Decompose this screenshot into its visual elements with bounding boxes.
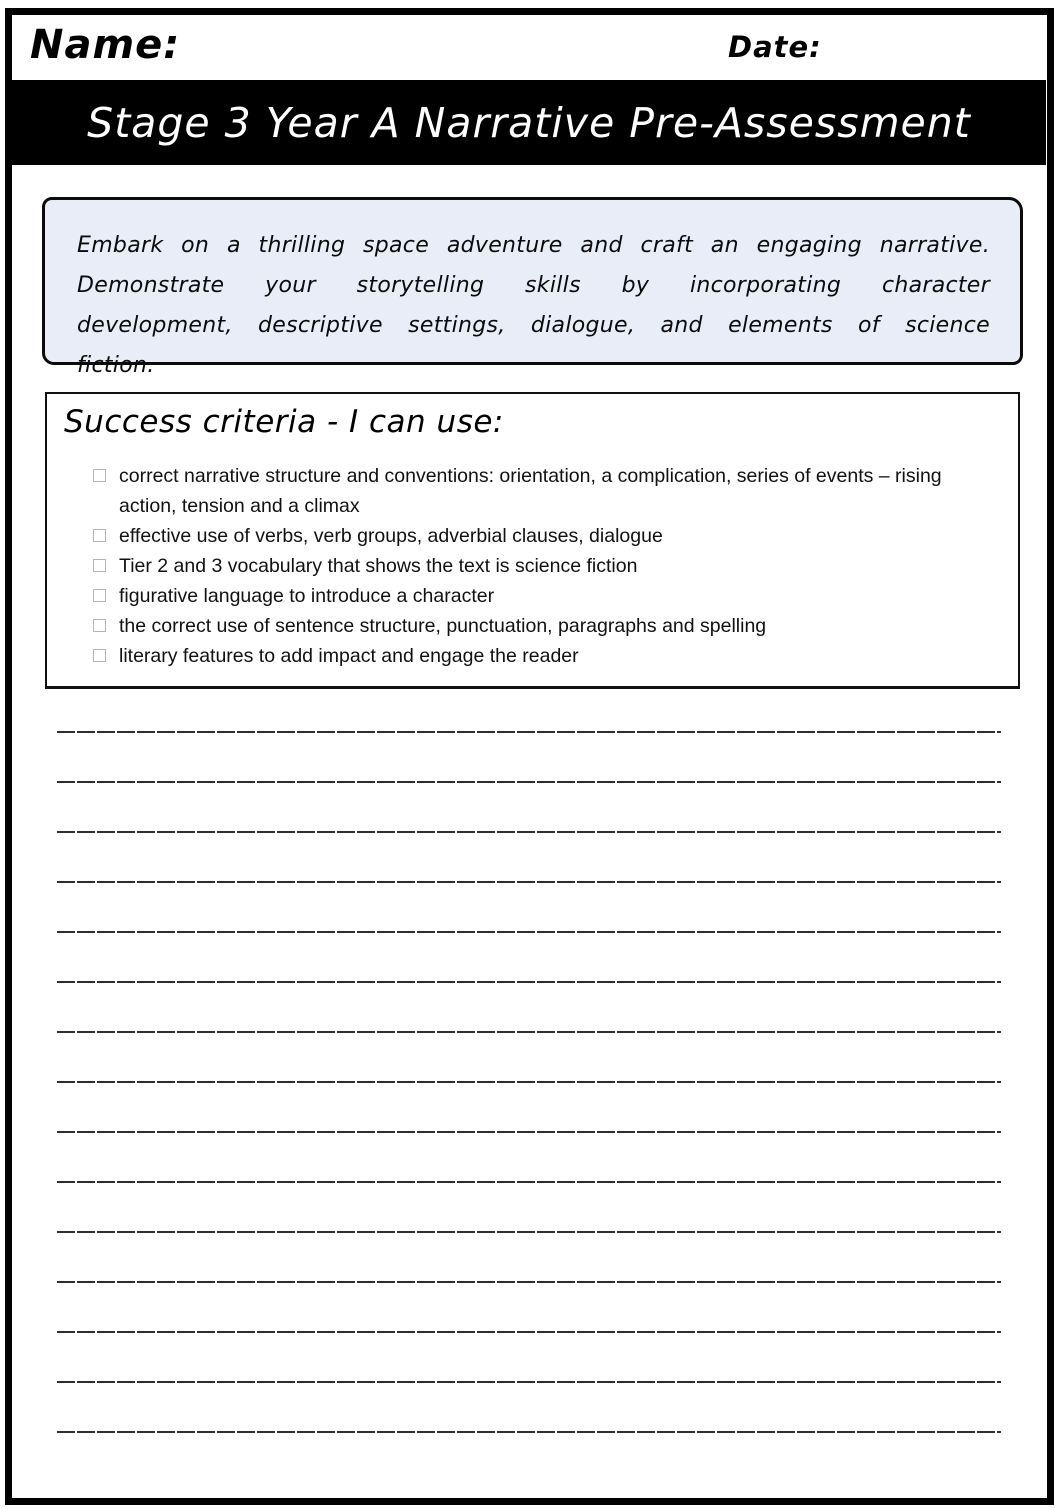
writing-line[interactable]	[57, 1183, 1001, 1233]
name-label: Name:	[30, 22, 181, 68]
criteria-checkbox[interactable]	[93, 619, 106, 632]
criteria-item	[93, 521, 992, 551]
criteria-text: figurative language to introduce a character	[119, 585, 495, 607]
writing-line[interactable]	[57, 833, 1001, 883]
criteria-item	[93, 551, 992, 581]
criteria-text: the correct use of sentence structure, punctuation, paragraphs and spelling	[119, 615, 767, 637]
name-input-area[interactable]	[200, 20, 680, 70]
criteria-text: literary features to add impact and engage the reader	[119, 645, 579, 667]
writing-line[interactable]	[57, 1333, 1001, 1383]
criteria-checkbox[interactable]	[93, 529, 106, 542]
criteria-checkbox[interactable]	[93, 469, 106, 482]
writing-line[interactable]	[57, 1133, 1001, 1183]
writing-line[interactable]	[57, 1033, 1001, 1083]
title-banner	[12, 80, 1046, 165]
date-input-area[interactable]	[830, 28, 1030, 70]
criteria-text: correct narrative structure and conventions: orientation, a complication, series of events – rising action, tension and a climax	[119, 465, 942, 517]
page-title: Stage 3 Year A Narrative Pre-Assessment	[87, 98, 971, 147]
prompt-box	[42, 197, 1023, 378]
criteria-item	[93, 641, 992, 671]
criteria-checkbox[interactable]	[93, 559, 106, 572]
criteria-item	[93, 611, 992, 641]
criteria-item	[93, 461, 992, 521]
writing-line[interactable]	[57, 1233, 1001, 1283]
writing-area[interactable]	[57, 689, 1001, 1433]
writing-line[interactable]	[57, 1283, 1001, 1333]
writing-line[interactable]	[57, 1083, 1001, 1133]
prompt-text: Embark on a thrilling space adventure and craft an engaging narrative. Demonstrate your storytelling skills by incorporating character development, descriptive settings, dialogue, and elements of science fiction.	[77, 233, 990, 378]
criteria-text: Tier 2 and 3 vocabulary that shows the text is science fiction	[119, 555, 638, 577]
criteria-text: effective use of verbs, verb groups, adverbial clauses, dialogue	[119, 525, 663, 547]
criteria-item	[93, 581, 992, 611]
writing-line[interactable]	[57, 733, 1001, 783]
writing-line[interactable]	[57, 783, 1001, 833]
success-criteria-box	[45, 392, 1020, 689]
criteria-checkbox[interactable]	[93, 589, 106, 602]
writing-line[interactable]	[57, 883, 1001, 933]
writing-line[interactable]	[57, 1383, 1001, 1433]
writing-line[interactable]	[57, 983, 1001, 1033]
writing-line[interactable]	[57, 689, 1001, 733]
criteria-checkbox[interactable]	[93, 649, 106, 662]
criteria-list	[64, 461, 992, 671]
date-label: Date:	[728, 30, 822, 64]
success-criteria-heading: Success criteria - I can use:	[64, 404, 504, 440]
writing-line[interactable]	[57, 933, 1001, 983]
